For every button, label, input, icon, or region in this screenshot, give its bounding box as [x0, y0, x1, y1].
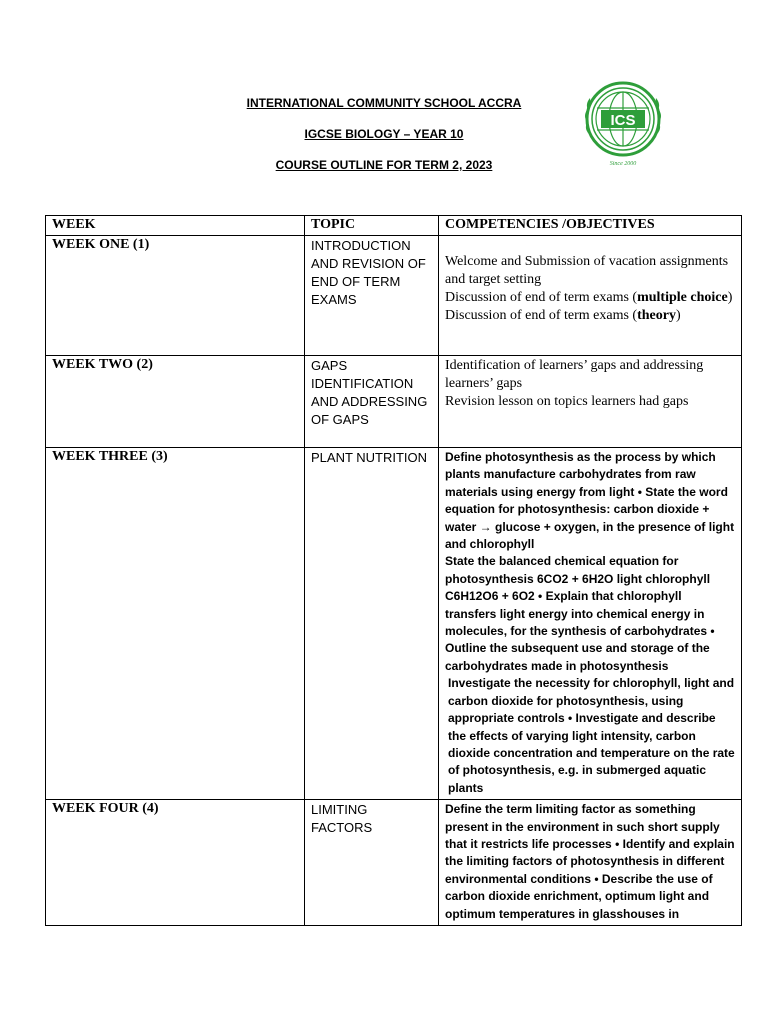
table-header-row [46, 216, 742, 236]
week-cell: WEEK THREE (3) [46, 448, 305, 800]
objective-line: Identification of learners’ gaps and addressing learners’ gaps [445, 358, 704, 391]
school-logo [584, 80, 662, 168]
objective-line: Welcome and Submission of vacation assignments and target setting [445, 254, 729, 287]
objective-paragraph: Define photosynthesis as the process by which plants manufacture carbohydrates from raw materials using energy from light • State the word equation for photosynthesis: carbon dioxide + water → glucose + oxygen, in the presence of light and chlorophyll [445, 450, 735, 552]
objective-emphasis: multiple choice [637, 290, 728, 305]
objectives-cell [439, 800, 742, 926]
objective-text: Discussion of end of term exams ( [445, 290, 638, 305]
topic-cell: PLANT NUTRITION [305, 448, 439, 800]
objective-text: Discussion of end of term exams ( [445, 308, 638, 323]
table-row [46, 236, 742, 356]
logo-since: Since 2000 [609, 161, 637, 167]
outline-title: COURSE OUTLINE FOR TERM 2, 2023 [275, 158, 493, 172]
header-topic: TOPIC [305, 216, 439, 236]
objective-line [445, 307, 735, 325]
topic-cell: INTRODUCTION AND REVISION OF END OF TERM EXAMS [305, 236, 439, 356]
topic-cell: LIMITING FACTORS [305, 800, 439, 926]
objective-line [445, 289, 735, 307]
topic-cell: GAPS IDENTIFICATION AND ADDRESSING OF GAPS [305, 356, 439, 448]
week-cell: WEEK ONE (1) [46, 236, 305, 356]
course-outline-table [45, 215, 742, 926]
header-week: WEEK [46, 216, 305, 236]
course-title: IGCSE BIOLOGY – YEAR 10 [304, 127, 464, 141]
objective-paragraph: State the balanced chemical equation for photosynthesis 6CO2 + 6H2O light chlorophyll C6H12O6 + 6O2 • Explain that chlorophyll transfers light energy into chemical energy in molecules, for the synthesis of carbohydrates • Outline the subsequent use and storage of the carbohydrates made in photosynthesis [445, 554, 715, 673]
table-row [46, 800, 742, 926]
week-cell: WEEK FOUR (4) [46, 800, 305, 926]
header-objectives: COMPETENCIES /OBJECTIVES [439, 216, 742, 236]
objective-emphasis: theory [637, 308, 676, 323]
objectives-cell [439, 236, 742, 356]
objectives-cell [439, 448, 742, 800]
week-cell: WEEK TWO (2) [46, 356, 305, 448]
objectives-cell [439, 356, 742, 448]
objective-paragraph: Investigate the necessity for chlorophyll, light and carbon dioxide for photosynthesis, using appropriate controls • Investigate and describe the effects of varying light intensity, carbon dioxide concentration and temperature on the rate of photosynthesis, e.g. in submerged aquatic plants [448, 676, 735, 795]
objective-text: ) [727, 290, 733, 305]
logo-text: ICS [610, 112, 636, 129]
table-row [46, 356, 742, 448]
objective-text: ) [675, 308, 681, 323]
table-row [46, 448, 742, 800]
objective-line: Revision lesson on topics learners had gaps [445, 394, 689, 409]
objective-paragraph: Define the term limiting factor as something present in the environment in such short supply that it restricts life processes • Identify and explain the limiting factors of photosynthesis in different environmental conditions • Describe the use of carbon dioxide enrichment, optimum light and optimum temperatures in glasshouses in [445, 802, 735, 921]
school-name: INTERNATIONAL COMMUNITY SCHOOL ACCRA [246, 96, 522, 110]
